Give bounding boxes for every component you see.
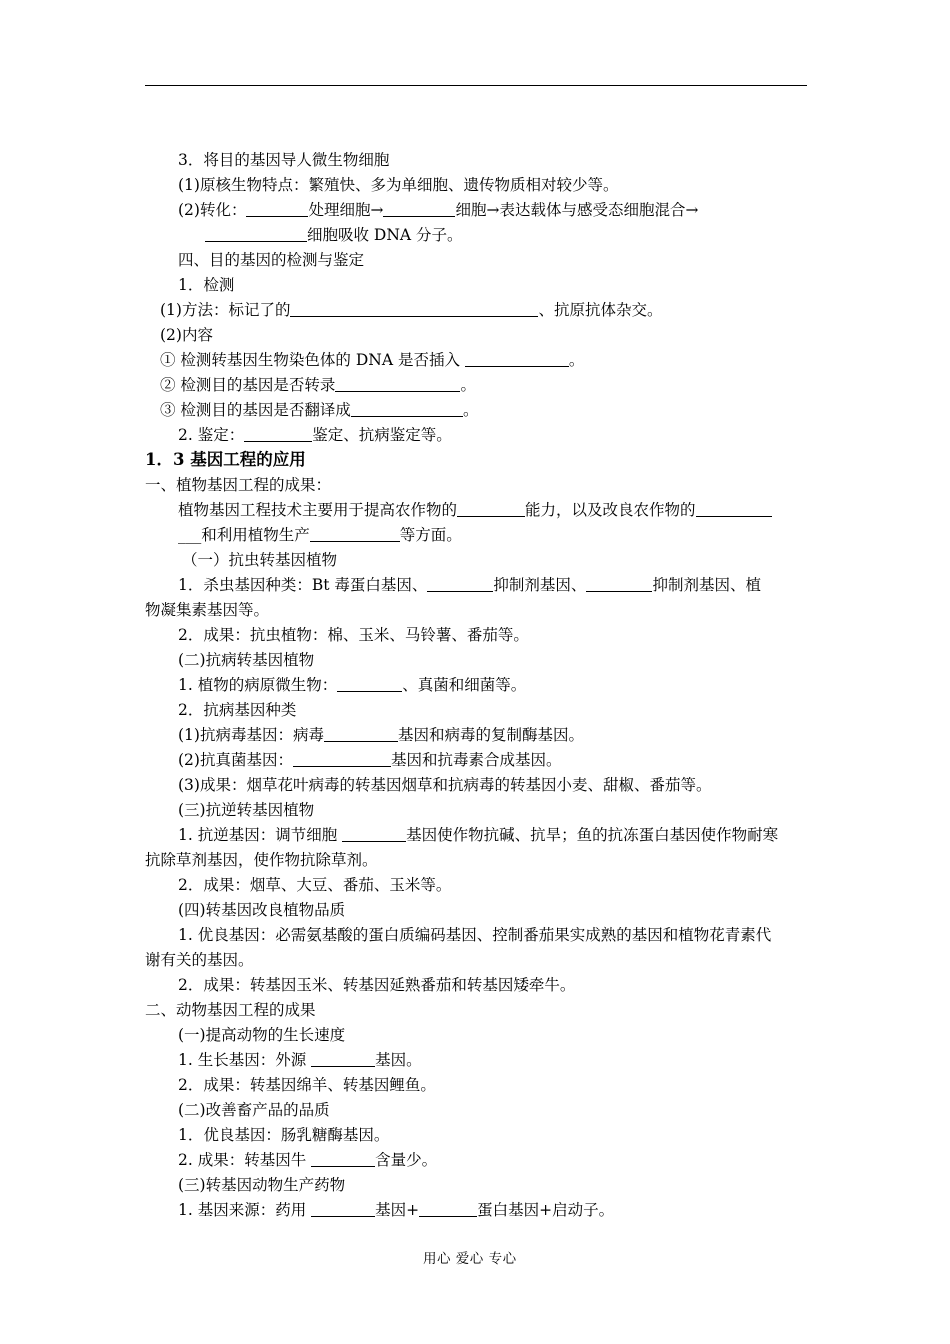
text-line (178, 725, 584, 745)
text-line (178, 675, 526, 695)
fill-in-blank (205, 226, 307, 242)
line-text: 细胞→表达载体与感受态细胞混合→ (455, 201, 699, 219)
text-line (178, 175, 618, 195)
line-text: 基因+ (375, 1201, 420, 1219)
fill-in-blank (311, 1151, 375, 1167)
fill-in-blank (383, 201, 455, 217)
fill-in-blank (293, 751, 391, 767)
line-text: 细胞吸收 DNA 分子。 (307, 226, 463, 244)
text-line (178, 1025, 345, 1045)
text-line (178, 1150, 437, 1170)
text-line (178, 700, 296, 720)
text-line (182, 550, 337, 570)
text-line (178, 150, 389, 170)
text-line (160, 375, 476, 395)
text-line (178, 275, 234, 295)
text-line (160, 350, 584, 370)
fill-in-blank (337, 676, 402, 692)
fill-in-blank (335, 376, 460, 392)
fill-in-blank (351, 401, 463, 417)
line-text: 2．成果：抗虫植物：棉、玉米、马铃薯、番茄等。 (178, 626, 529, 644)
text-line (160, 300, 662, 320)
text-line (178, 1175, 345, 1195)
fill-in-blank (465, 351, 569, 367)
fill-in-blank (244, 426, 312, 442)
text-line (145, 850, 378, 870)
line-text: 2．成果：转基因绵羊、转基因鲤鱼。 (178, 1076, 436, 1094)
line-text: (2)转化： (178, 201, 247, 219)
line-text: ① 检测转基因生物染色体的 DNA 是否插入 (160, 351, 465, 369)
text-line (145, 950, 254, 970)
text-line (178, 625, 529, 645)
page-footer: 用心 爱心 专心 (423, 1251, 517, 1267)
line-text: 1．3 基因工程的应用 (145, 450, 306, 469)
text-line (178, 825, 778, 845)
line-text: 蛋白基因+启动子。 (477, 1201, 615, 1219)
fill-in-blank (246, 201, 308, 217)
text-line (178, 875, 451, 895)
line-text: 1. 抗逆基因：调节细胞 (178, 826, 343, 844)
line-text: 1. 植物的病原微生物： (178, 676, 338, 694)
line-text: （一）抗虫转基因植物 (182, 551, 338, 569)
fill-in-blank (310, 526, 400, 542)
line-text: 鉴定、抗病鉴定等。 (312, 426, 452, 444)
line-text: (2)抗真菌基因： (178, 751, 293, 769)
section-heading (145, 450, 306, 470)
text-line (178, 1125, 389, 1145)
text-line (145, 600, 269, 620)
line-text: 。 (462, 401, 479, 419)
text-line (145, 475, 331, 495)
line-text: 基因和病毒的复制酶基因。 (397, 726, 584, 744)
line-text: 四、目的基因的检测与鉴定 (178, 251, 365, 269)
line-text: 能力，以及改良农作物的 (525, 501, 696, 519)
line-text: ② 检测目的基因是否转录 (160, 376, 336, 394)
line-text: 。 (568, 351, 585, 369)
text-line (145, 1000, 316, 1020)
line-text: 谢有关的基因。 (145, 951, 254, 969)
line-text: 3．将目的基因导人微生物细胞 (178, 151, 390, 169)
text-line (178, 975, 575, 995)
line-text: 等方面。 (399, 526, 462, 544)
fill-in-blank (342, 826, 406, 842)
line-text: 植物基因工程技术主要用于提高农作物的 (178, 501, 458, 519)
line-text: 抑制剂基因、 (493, 576, 587, 594)
line-text: 二、动物基因工程的成果 (145, 1001, 316, 1019)
line-text: (二)改善畜产品的品质 (178, 1101, 330, 1119)
fill-in-blank (427, 576, 493, 592)
text-line (178, 650, 314, 670)
text-line (178, 525, 462, 545)
line-text: 2. 鉴定： (178, 426, 245, 444)
text-line (178, 800, 314, 820)
line-text: (1)抗病毒基因：病毒 (178, 726, 324, 744)
text-line (178, 1100, 330, 1120)
line-text: 、真菌和细菌等。 (402, 676, 527, 694)
text-line (160, 325, 213, 345)
line-text: ___和利用植物生产 (178, 526, 310, 544)
text-line (178, 775, 711, 795)
line-text: (二)抗病转基因植物 (178, 651, 315, 669)
line-text: 2．成果：烟草、大豆、番茄、玉米等。 (178, 876, 452, 894)
line-text: ③ 检测目的基因是否翻译成 (160, 401, 351, 419)
line-text: 1. 基因来源：药用 (178, 1201, 312, 1219)
text-line (178, 1200, 614, 1220)
text-line (178, 200, 698, 220)
text-line (178, 500, 772, 520)
line-text: 基因。 (375, 1051, 422, 1069)
line-text: 1．杀虫基因种类：Bt 毒蛋白基因、 (178, 576, 428, 594)
text-line (205, 225, 463, 245)
line-text: 。 (460, 376, 476, 394)
text-line (178, 250, 364, 270)
line-text: 基因和抗毒素合成基因。 (390, 751, 562, 769)
fill-in-blank (290, 301, 538, 317)
line-text: (三)抗逆转基因植物 (178, 801, 315, 819)
line-text: 1. 生长基因：外源 (178, 1051, 312, 1069)
line-text: 抗除草剂基因，使作物抗除草剂。 (145, 851, 378, 869)
line-text: 抑制剂基因、植 (652, 576, 761, 594)
line-text: 含量少。 (375, 1151, 438, 1169)
text-line (178, 1075, 436, 1095)
line-text: (1)原核生物特点：繁殖快、多为单细胞、遗传物质相对较少等。 (178, 176, 619, 194)
fill-in-blank (419, 1201, 477, 1217)
line-text: 1．优良基因：肠乳糖酶基因。 (178, 1126, 390, 1144)
line-text: 处理细胞→ (308, 201, 384, 219)
text-line (178, 900, 345, 920)
fill-in-blank (311, 1051, 375, 1067)
line-text: 2. 成果：转基因牛 (178, 1151, 312, 1169)
line-text: 2．成果：转基因玉米、转基因延熟番茄和转基因矮牵牛。 (178, 976, 576, 994)
line-text: 2．抗病基因种类 (178, 701, 297, 719)
text-line (178, 925, 771, 945)
fill-in-blank (324, 726, 398, 742)
text-line (160, 400, 478, 420)
header-rule (145, 85, 807, 86)
fill-in-blank (457, 501, 525, 517)
line-text: 基因使作物抗碱、抗旱；鱼的抗冻蛋白基因使作物耐寒 (406, 826, 779, 844)
line-text: (2)内容 (160, 326, 213, 344)
fill-in-blank (586, 576, 652, 592)
line-text: (四)转基因改良植物品质 (178, 901, 346, 919)
line-text: (一)提高动物的生长速度 (178, 1026, 346, 1044)
line-text: 1. 优良基因：必需氨基酸的蛋白质编码基因、控制番茄果实成熟的基因和植物花青素代 (178, 926, 772, 944)
fill-in-blank (696, 501, 772, 517)
line-text: (3)成果：烟草花叶病毒的转基因烟草和抗病毒的转基因小麦、甜椒、番茄等。 (178, 776, 712, 794)
line-text: 、抗原抗体杂交。 (538, 301, 663, 319)
line-text: (1)方法：标记了的 (160, 301, 291, 319)
text-line (178, 750, 561, 770)
fill-in-blank (311, 1201, 375, 1217)
text-line (178, 425, 452, 445)
line-text: 一、植物基因工程的成果： (145, 476, 332, 494)
line-text: (三)转基因动物生产药物 (178, 1176, 346, 1194)
line-text: 1．检测 (178, 276, 235, 294)
text-line (178, 575, 761, 595)
line-text: 物凝集素基因等。 (145, 601, 270, 619)
text-line (178, 1050, 422, 1070)
